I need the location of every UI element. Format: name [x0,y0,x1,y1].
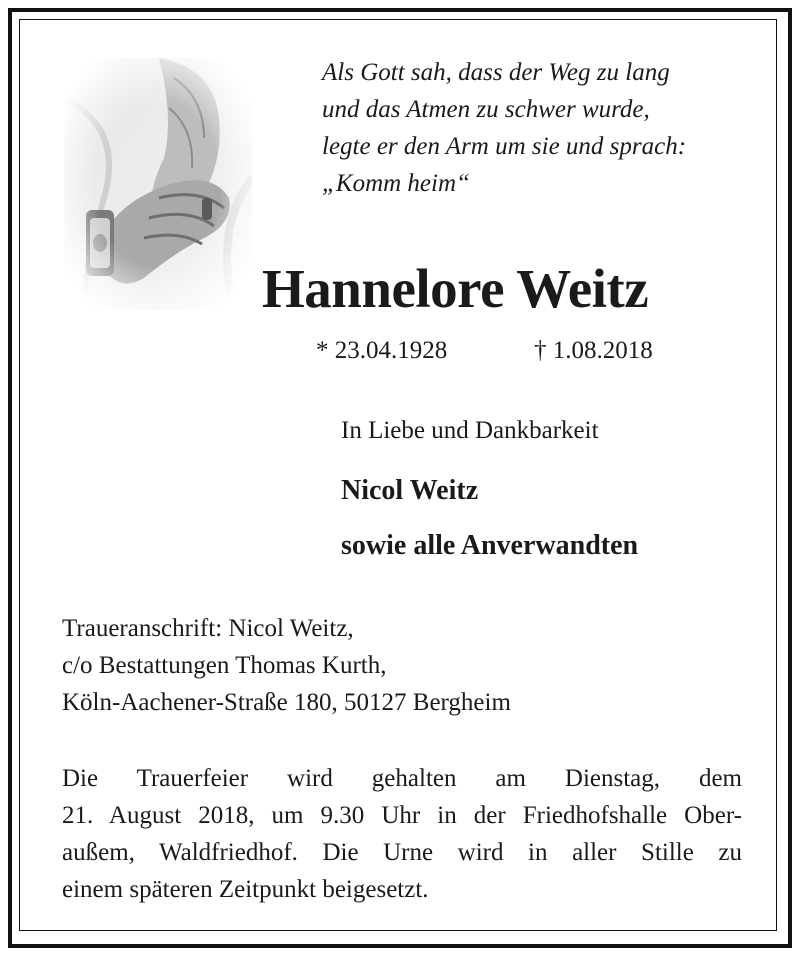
ceremony-line: außem, Waldfriedhof. Die Urne wird in aller Stille zu [62,839,742,866]
dedication-text: In Liebe und Dankbarkeit [341,417,599,444]
ceremony-line: Die Trauerfeier wird gehalten am Dienstag, dem [62,765,742,792]
poem-line: und das Atmen zu schwer wurde, [322,96,650,123]
mourner-name: Nicol Weitz [341,475,479,506]
poem-line: legte er den Arm um sie und sprach: [322,133,687,160]
poem-line: Als Gott sah, dass der Weg zu lang [322,59,670,86]
ceremony-line: einem späteren Zeitpunkt beigesetzt. [62,876,429,903]
mourner-relatives: sowie alle Anverwandten [341,530,639,561]
ceremony-notice [62,760,742,908]
death-date: † 1.08.2018 [534,337,653,364]
poem-line: „Komm heim“ [322,170,470,197]
memorial-poem [322,54,762,202]
deceased-name: Hannelore Weitz [262,258,649,319]
address-line: c/o Bestattungen Thomas Kurth, [62,652,387,679]
mourning-address [62,610,511,721]
ceremony-line: 21. August 2018, um 9.30 Uhr in der Friedhofshalle Ober- [62,802,742,829]
address-line: Köln-Aachener-Straße 180, 50127 Bergheim [62,689,511,716]
holding-hands-photo [64,58,252,310]
birth-date: * 23.04.1928 [316,337,448,364]
address-line: Traueranschrift: Nicol Weitz, [62,615,354,642]
